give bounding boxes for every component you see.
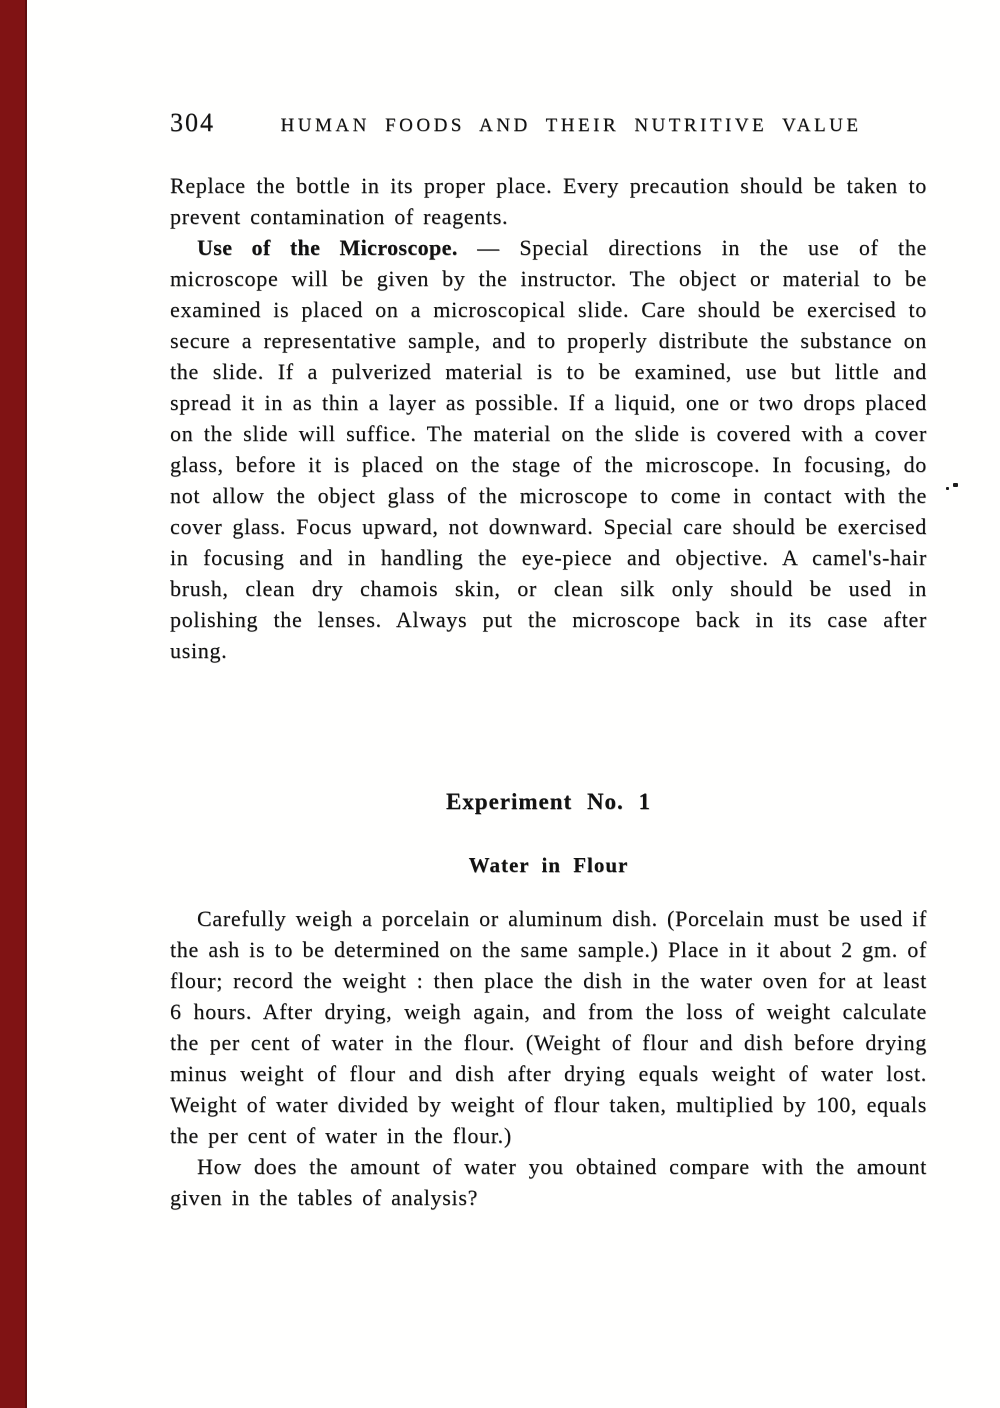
paragraph-procedure: Carefully weigh a porcelain or aluminum dish. (Porcelain must be used if the ash is to be determined on the same sample.) Place in it about 2 gm. of flour; record the weight : then place the dish in the water oven for at least 6 hours. After drying, weigh again, and from the loss of weight calculate the per cent of water in the flour. (Weight of flour and dish before drying minus weight of flour and dish after drying equals weight of water lost. Weight of water divided by weight of flour taken, multiplied by 100, equals the per cent of water in the flour.) bbox=[170, 906, 927, 1148]
paragraph-microscope-body: — Special directions in the use of the microscope will be given by the instructor. The object or material to be examined is placed on a microscopical slide. Care should be exercised to secure a representative sample, and to properly distribute the substance on the slide. If a pulverized material is to be examined, use but little and spread it in as thin a layer as possible. If a liquid, one or two drops placed on the slide will suffice. The material on the slide is covered with a cover glass, before it is placed on the stage of the microscope. In focusing, do not allow the object glass of the microscope to come in contact with the cover glass. Focus upward, not downward. Special care should be exercised in focusing and in handling the eye-piece and objective. A camel's-hair brush, clean dry chamois skin, or clean silk only should be used in polishing the lenses. Always put the microscope back in its case after using. bbox=[170, 235, 927, 663]
page-number: 304 bbox=[170, 108, 215, 137]
scan-gutter-bar bbox=[0, 0, 27, 1408]
paragraph-question: How does the amount of water you obtained compare with the amount given in the tables of analysis? bbox=[170, 1154, 927, 1210]
body-text-upper bbox=[170, 170, 927, 666]
ink-speck bbox=[953, 483, 958, 487]
experiment-heading: Experiment No. 1 bbox=[445, 789, 652, 814]
ink-speck bbox=[946, 487, 949, 490]
body-text-lower bbox=[170, 903, 927, 1213]
paragraph-reagents: Replace the bottle in its proper place. Every precaution should be taken to prevent contamination of reagents. bbox=[170, 173, 927, 229]
page-header bbox=[170, 108, 927, 138]
paragraph-bold-lead: Use of the Microscope. bbox=[197, 235, 458, 260]
experiment-subheading: Water in Flour bbox=[468, 853, 629, 877]
running-title: HUMAN FOODS AND THEIR NUTRITIVE VALUE bbox=[280, 115, 862, 136]
paragraph-use-of-microscope bbox=[170, 232, 927, 666]
